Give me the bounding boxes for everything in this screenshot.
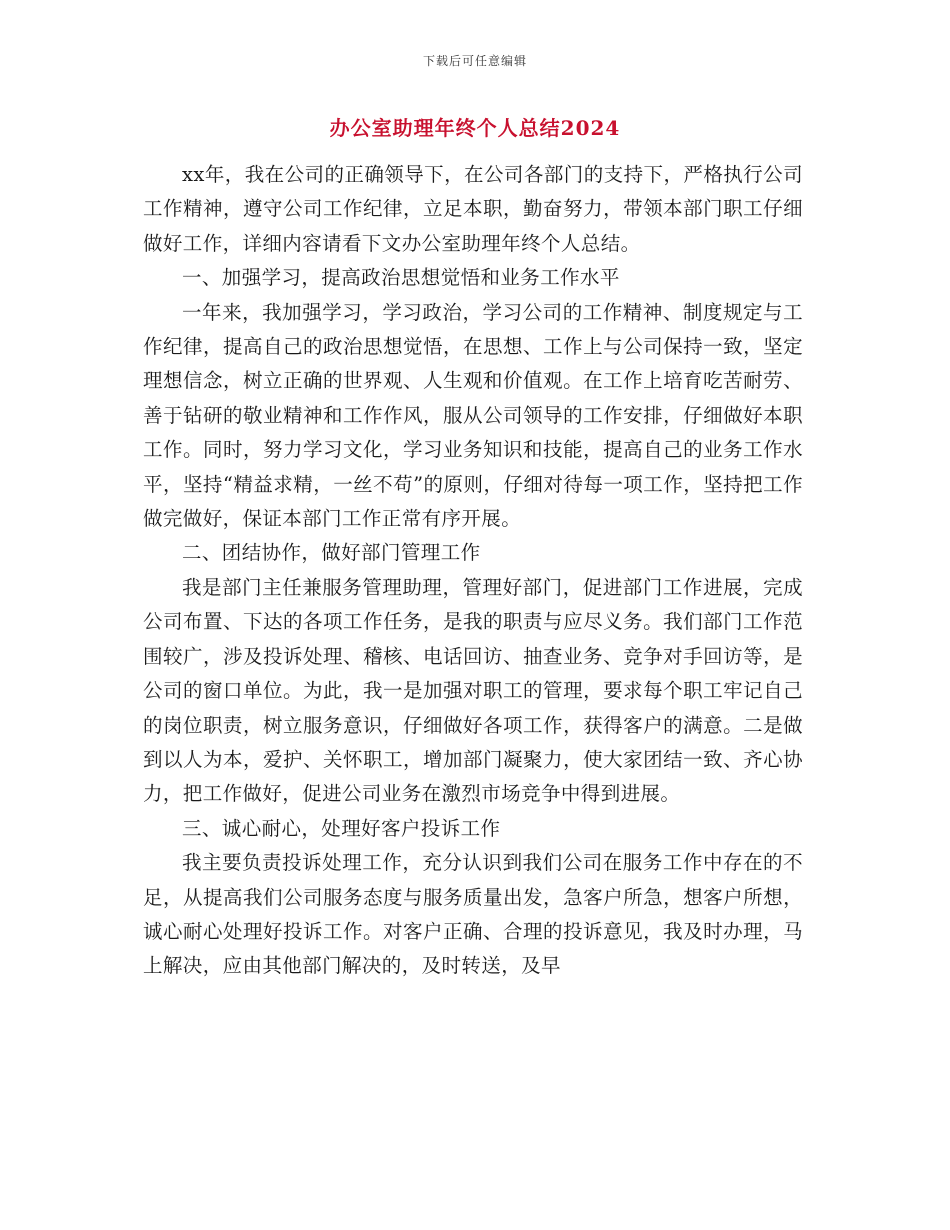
document-body bbox=[143, 158, 803, 984]
document-title: 办公室助理年终个人总结2024 bbox=[329, 116, 621, 140]
body-paragraph: 我主要负责投诉处理工作，充分认识到我们公司在服务工作中存在的不足，从提高我们公司服务态度与服务质量出发，急客户所急，想客户所想，诚心耐心处理好投诉工作。对客户正确、合理的投诉意见，我及时办理，马上解决，应由其他部门解决的，及时转送，及早 bbox=[143, 851, 803, 978]
section-heading-3: 三、诚心耐心，处理好客户投诉工作 bbox=[182, 816, 501, 840]
section-heading-1: 一、加强学习，提高政治思想觉悟和业务工作水平 bbox=[182, 266, 620, 290]
body-paragraph: 一年来，我加强学习，学习政治，学习公司的工作精神、制度规定与工作纪律，提高自己的政治思想觉悟，在思想、工作上与公司保持一致，坚定理想信念，树立正确的世界观、人生观和价值观。在工作上培育吃苦耐劳、善于钻研的敬业精神和工作作风，服从公司领导的工作安排，仔细做好本职工作。同时，努力学习文化，学习业务知识和技能，提高自己的业务工作水平，坚持“精益求精，一丝不苟”的原则，仔细对待每一项工作，坚持把工作做完做好，保证本部门工作正常有序开展。 bbox=[143, 300, 803, 531]
body-paragraph: xx年，我在公司的正确领导下，在公司各部门的支持下，严格执行公司工作精神，遵守公司工作纪律，立足本职，勤奋努力，带领本部门职工仔细做好工作，详细内容请看下文办公室助理年终个人总结。 bbox=[143, 163, 803, 255]
section-heading-2: 二、团结协作，做好部门管理工作 bbox=[182, 541, 481, 565]
header-note: 下载后可任意编辑 bbox=[422, 54, 527, 68]
body-paragraph: 我是部门主任兼服务管理助理，管理好部门，促进部门工作进展，完成公司布置、下达的各项工作任务，是我的职责与应尽义务。我们部门工作范围较广，涉及投诉处理、稽核、电话回访、抽查业务、竞争对手回访等，是公司的窗口单位。为此，我一是加强对职工的管理，要求每个职工牢记自己的岗位职责，树立服务意识，仔细做好各项工作，获得客户的满意。二是做到以人为本，爱护、关怀职工，增加部门凝聚力，使大家团结一致、齐心协力，把工作做好，促进公司业务在激烈市场竞争中得到进展。 bbox=[143, 575, 803, 806]
